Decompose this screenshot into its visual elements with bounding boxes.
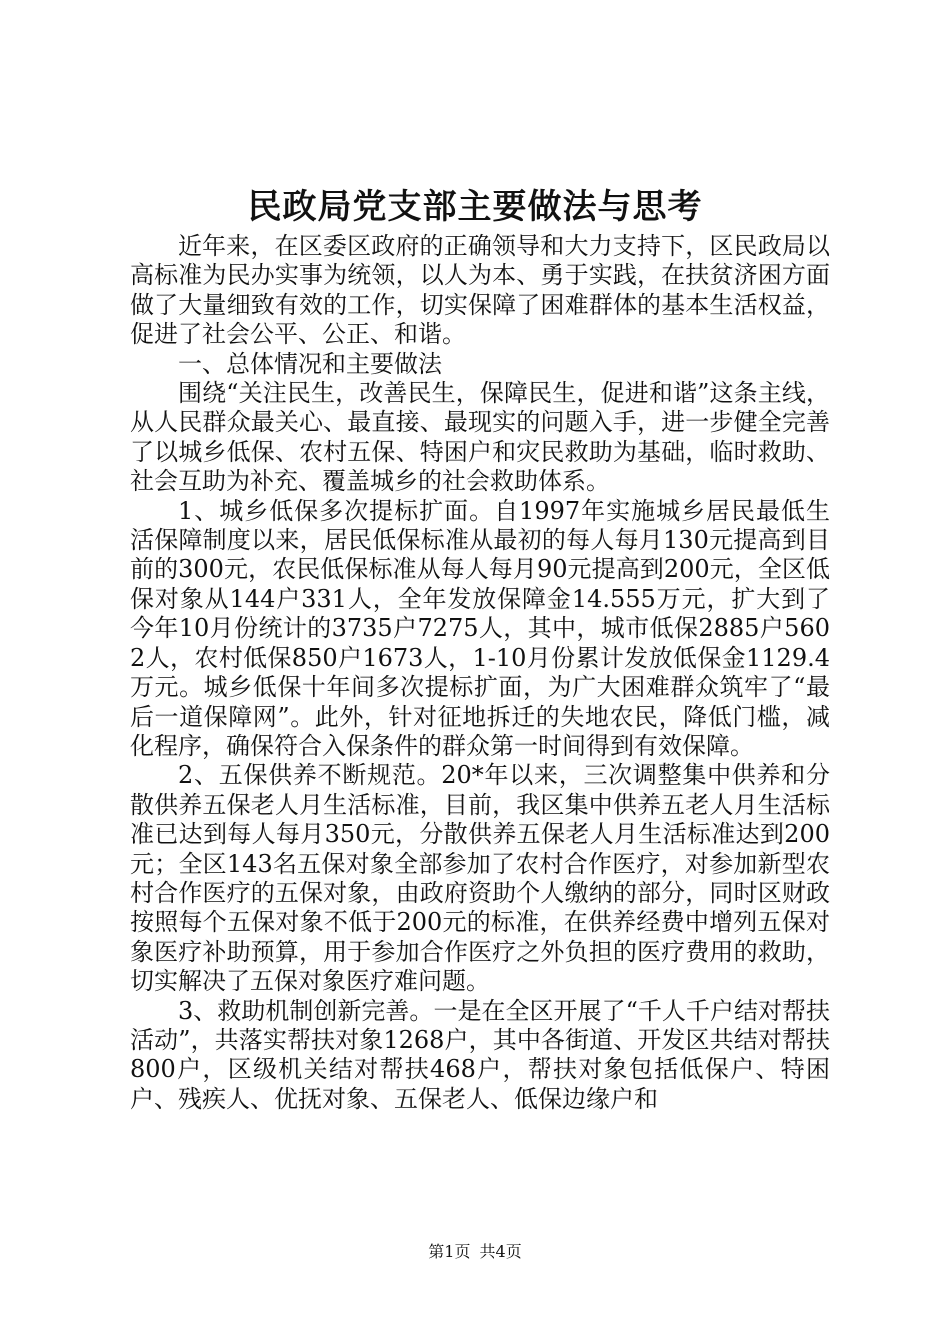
document-title: 民政局党支部主要做法与思考: [247, 187, 703, 227]
paragraph-item-3: 3、救助机制创新完善。一是在全区开展了“千人千户结对帮扶活动”，共落实帮扶对象1268户，其中各街道、开发区共结对帮扶800户，区级机关结对帮扶468户，帮扶对象包括低保户、特困户、残疾人、优抚对象、五保老人、低保边缘户和: [130, 996, 830, 1113]
paragraph-intro: 近年来，在区委区政府的正确领导和大力支持下，区民政局以高标准为民办实事为统领，以人为本、勇于实践，在扶贫济困方面做了大量细致有效的工作，切实保障了困难群体的基本生活权益，促进了社会公平、公正、和谐。: [130, 232, 830, 349]
page-number: 第1页: [428, 1242, 471, 1261]
paragraph-item-2: 2、五保供养不断规范。20*年以来，三次调整集中供养和分散供养五保老人月生活标准，目前，我区集中供养五老人月生活标准已达到每人每月350元，分散供养五保老人月生活标准达到200元；全区143名五保对象全部参加了农村合作医疗，对参加新型农村合作医疗的五保对象，由政府资助个人缴纳的部分，同时区财政按照每个五保对象不低于200元的标准，在供养经费中增列五保对象医疗补助预算，用于参加合作医疗之外负担的医疗费用的救助，切实解决了五保对象医疗难问题。: [130, 761, 830, 996]
paragraph-overview: 围绕“关注民生，改善民生，保障民生，促进和谐”这条主线，从人民群众最关心、最直接、最现实的问题入手，进一步健全完善了以城乡低保、农村五保、特困户和灾民救助为基础，临时救助、社会互助为补充、覆盖城乡的社会救助体系。: [130, 379, 830, 496]
document-body: [130, 232, 830, 1114]
paragraph-item-1: 1、城乡低保多次提标扩面。自1997年实施城乡居民最低生活保障制度以来，居民低保标准从最初的每人每月130元提高到目前的300元，农民低保标准从每人每月90元提高到200元，全区低保对象从144户331人，全年发放保障金14.555万元，扩大到了今年10月份统计的3735户7275人，其中，城市低保2885户5602人，农村低保850户1673人，1-10月份累计发放低保金1129.4万元。城乡低保十年间多次提标扩面，为广大困难群众筑牢了“最后一道保障网”。此外，针对征地拆迁的失地农民，降低门槛，减化程序，确保符合入保条件的群众第一时间得到有效保障。: [130, 496, 830, 760]
section-heading: 一、总体情况和主要做法: [178, 349, 442, 378]
page-footer: [0, 1242, 950, 1262]
page-total: 共4页: [479, 1242, 522, 1261]
